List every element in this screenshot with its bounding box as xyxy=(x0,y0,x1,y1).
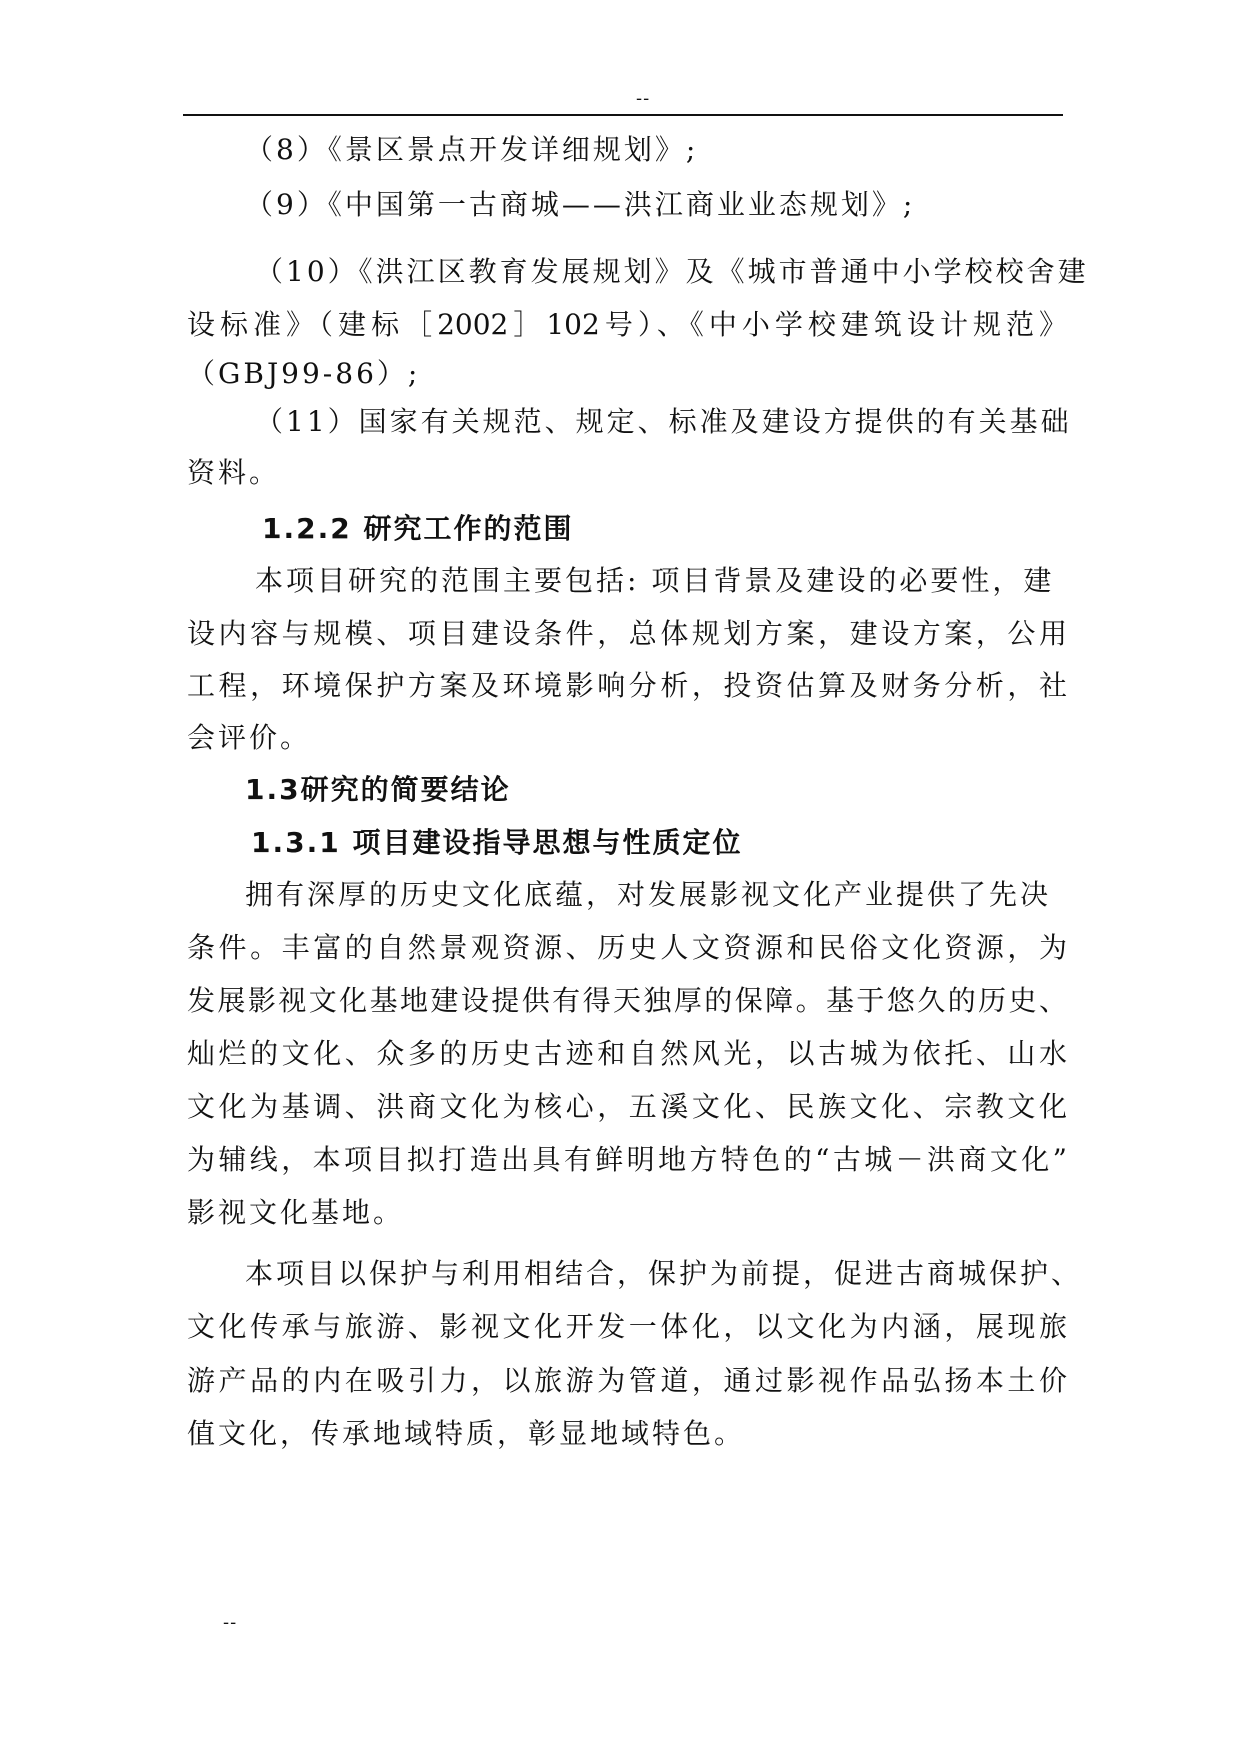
guidance-para-2-line-1: 本项目以保护与利用相结合，保护为前提，促进古商城保护、 xyxy=(245,1257,1083,1290)
reference-item-11-line-1: （11）国家有关规范、规定、标准及建设方提供的有关基础 xyxy=(255,405,1072,438)
guidance-para-1-line-3: 发展影视文化基地建设提供有得天独厚的保障。基于悠久的历史、 xyxy=(187,984,1067,1017)
reference-item-10-line-3: （GBJ99-86）; xyxy=(187,357,421,390)
guidance-para-1-line-2: 条件。丰富的自然景观资源、历史人文资源和民俗文化资源，为 xyxy=(187,931,1067,964)
guidance-para-2-line-4: 值文化，传承地域特质，彰显地域特色。 xyxy=(187,1417,746,1450)
guidance-para-1-line-1: 拥有深厚的历史文化底蕴，对发展影视文化产业提供了先决 xyxy=(245,878,1052,911)
header-mark: -- xyxy=(636,88,651,109)
guidance-para-2-line-2: 文化传承与旅游、影视文化开发一体化，以文化为内涵，展现旅 xyxy=(187,1310,1067,1343)
guidance-para-1-line-5: 文化为基调、洪商文化为核心，五溪文化、民族文化、宗教文化 xyxy=(187,1090,1067,1123)
reference-item-9: （9）《中国第一古商城——洪江商业业态规划》; xyxy=(245,188,916,221)
scope-para-line-4: 会评价。 xyxy=(187,721,312,754)
guidance-para-1-line-4: 灿烂的文化、众多的历史古迹和自然风光，以古城为依托、山水 xyxy=(187,1037,1067,1070)
reference-item-10-line-2: 设标准》（建标［2002］102号）、《中小学校建筑设计规范》 xyxy=(187,308,1067,341)
scope-para-line-2: 设内容与规模、项目建设条件，总体规划方案，建设方案，公用 xyxy=(187,617,1067,650)
guidance-para-1-line-6: 为辅线，本项目拟打造出具有鲜明地方特色的“古城－洪商文化” xyxy=(187,1143,1067,1176)
reference-item-8: （8）《景区景点开发详细规划》; xyxy=(245,133,699,166)
scope-para-line-1: 本项目研究的范围主要包括: 项目背景及建设的必要性，建 xyxy=(255,564,1055,597)
section-heading-1-2-2: 1.2.2 研究工作的范围 xyxy=(262,512,574,545)
guidance-para-1-line-7: 影视文化基地。 xyxy=(187,1196,405,1229)
scope-para-line-3: 工程，环境保护方案及环境影响分析，投资估算及财务分析，社 xyxy=(187,669,1067,702)
guidance-para-2-line-3: 游产品的内在吸引力，以旅游为管道，通过影视作品弘扬本土价 xyxy=(187,1364,1067,1397)
section-heading-1-3: 1.3研究的简要结论 xyxy=(245,773,511,806)
header-rule xyxy=(183,114,1063,116)
reference-item-10-line-1: （10）《洪江区教育发展规划》及《城市普通中小学校校舍建 xyxy=(255,255,1089,288)
footer-mark: -- xyxy=(223,1612,238,1633)
reference-item-11-line-2: 资料。 xyxy=(187,456,281,489)
section-heading-1-3-1: 1.3.1 项目建设指导思想与性质定位 xyxy=(251,826,743,859)
